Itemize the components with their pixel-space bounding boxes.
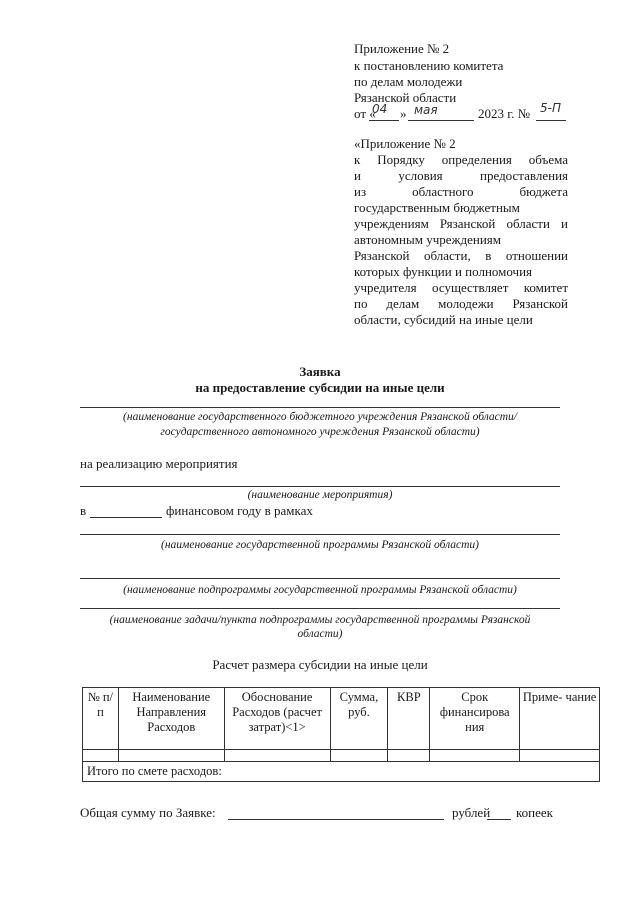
kop-label: копеек bbox=[516, 805, 553, 820]
date-month-underline bbox=[408, 120, 474, 121]
event-caption: (наименование мероприятия) bbox=[247, 489, 393, 501]
table-row bbox=[83, 750, 600, 762]
task-caption-2: области) bbox=[297, 628, 343, 640]
quote-line: к Порядку определения объема bbox=[354, 152, 568, 167]
table-cell[interactable] bbox=[118, 750, 224, 762]
institution-underline bbox=[80, 407, 560, 408]
event-label: на реализацию мероприятия bbox=[80, 456, 238, 471]
date-month-handwritten: мая bbox=[414, 103, 438, 117]
doc-number-handwritten: 5-П bbox=[540, 101, 561, 115]
table-header-row bbox=[83, 688, 600, 750]
quote-line: учредителя осуществляет комитет bbox=[354, 280, 568, 295]
quote-block-body bbox=[354, 152, 568, 328]
event-underline bbox=[80, 486, 560, 487]
table-cell[interactable] bbox=[83, 750, 119, 762]
institution-caption-1: (наименование государственного бюджетного учреждения Рязанской области/ bbox=[123, 411, 517, 423]
header-cell-sum: Сумма, руб. bbox=[330, 688, 388, 750]
form-title: Заявка bbox=[299, 364, 341, 379]
table-cell[interactable] bbox=[330, 750, 388, 762]
header-cell-expense-name: Наименование Направления Расходов bbox=[118, 688, 224, 750]
program-underline bbox=[80, 534, 560, 535]
header-cell-kvr: КВР bbox=[388, 688, 430, 750]
table-cell[interactable] bbox=[224, 750, 330, 762]
task-caption-1: (наименование задачи/пункта подпрограммы государственной программы Рязанской bbox=[109, 614, 531, 626]
quote-line: по делам молодежи Рязанской bbox=[354, 296, 568, 311]
quote-line: области, субсидий на иные цели bbox=[354, 312, 533, 327]
subprogram-caption: (наименование подпрограммы государственной программы Рязанской области) bbox=[123, 584, 517, 596]
date-prefix: от « bbox=[354, 106, 376, 121]
appendix-line-4: Рязанской области bbox=[354, 90, 457, 105]
date-day-handwritten: 04 bbox=[372, 102, 388, 116]
year-prefix: в bbox=[80, 503, 87, 518]
kop-underline[interactable] bbox=[487, 819, 511, 820]
total-sum-underline[interactable] bbox=[228, 819, 444, 820]
program-caption: (наименование государственной программы Рязанской области) bbox=[161, 539, 479, 551]
quote-line: которых функции и полномочия bbox=[354, 264, 533, 279]
quote-block-title: «Приложение № 2 bbox=[354, 136, 456, 151]
date-separator: » bbox=[400, 106, 407, 121]
calc-title: Расчет размера субсидии на иные цели bbox=[212, 657, 428, 672]
table-cell[interactable] bbox=[430, 750, 520, 762]
header-cell-number: № п/п bbox=[83, 688, 119, 750]
subprogram-underline bbox=[80, 578, 560, 579]
table-cell[interactable] bbox=[388, 750, 430, 762]
header-cell-justification: Обоснование Расходов (расчет затрат)<1> bbox=[224, 688, 330, 750]
table-total-row bbox=[83, 762, 600, 782]
date-year: 2023 г. № bbox=[478, 106, 531, 121]
table-cell[interactable] bbox=[520, 750, 600, 762]
quote-line: государственным бюджетным bbox=[354, 200, 520, 215]
header-cell-note: Приме- чание bbox=[520, 688, 600, 750]
total-sum-label: Общая сумму по Заявке: bbox=[80, 805, 216, 820]
quote-line: из областного бюджета bbox=[354, 184, 568, 199]
institution-caption-2: государственного автономного учреждения Рязанской области) bbox=[160, 426, 480, 438]
rub-label: рублей bbox=[452, 805, 491, 820]
header-cell-period: Срок финансирова ния bbox=[430, 688, 520, 750]
subsidy-calc-table bbox=[82, 687, 600, 782]
quote-line: учреждениям Рязанской области и bbox=[354, 216, 568, 231]
year-suffix: финансовом году в рамках bbox=[166, 503, 313, 518]
quote-line: Рязанской области, в отношении bbox=[354, 248, 568, 263]
appendix-title: Приложение № 2 bbox=[354, 41, 450, 56]
appendix-line-3: по делам молодежи bbox=[354, 74, 463, 89]
task-underline bbox=[80, 608, 560, 609]
year-underline bbox=[90, 517, 162, 518]
date-day-underline bbox=[369, 120, 399, 121]
quote-line: автономным учреждениям bbox=[354, 232, 501, 247]
table-total-label: Итого по смете расходов: bbox=[83, 762, 600, 782]
doc-number-underline bbox=[536, 120, 566, 121]
appendix-line-2: к постановлению комитета bbox=[354, 58, 504, 73]
form-subtitle: на предоставление субсидии на иные цели bbox=[195, 380, 445, 395]
quote-line: и условия предоставления bbox=[354, 168, 568, 183]
